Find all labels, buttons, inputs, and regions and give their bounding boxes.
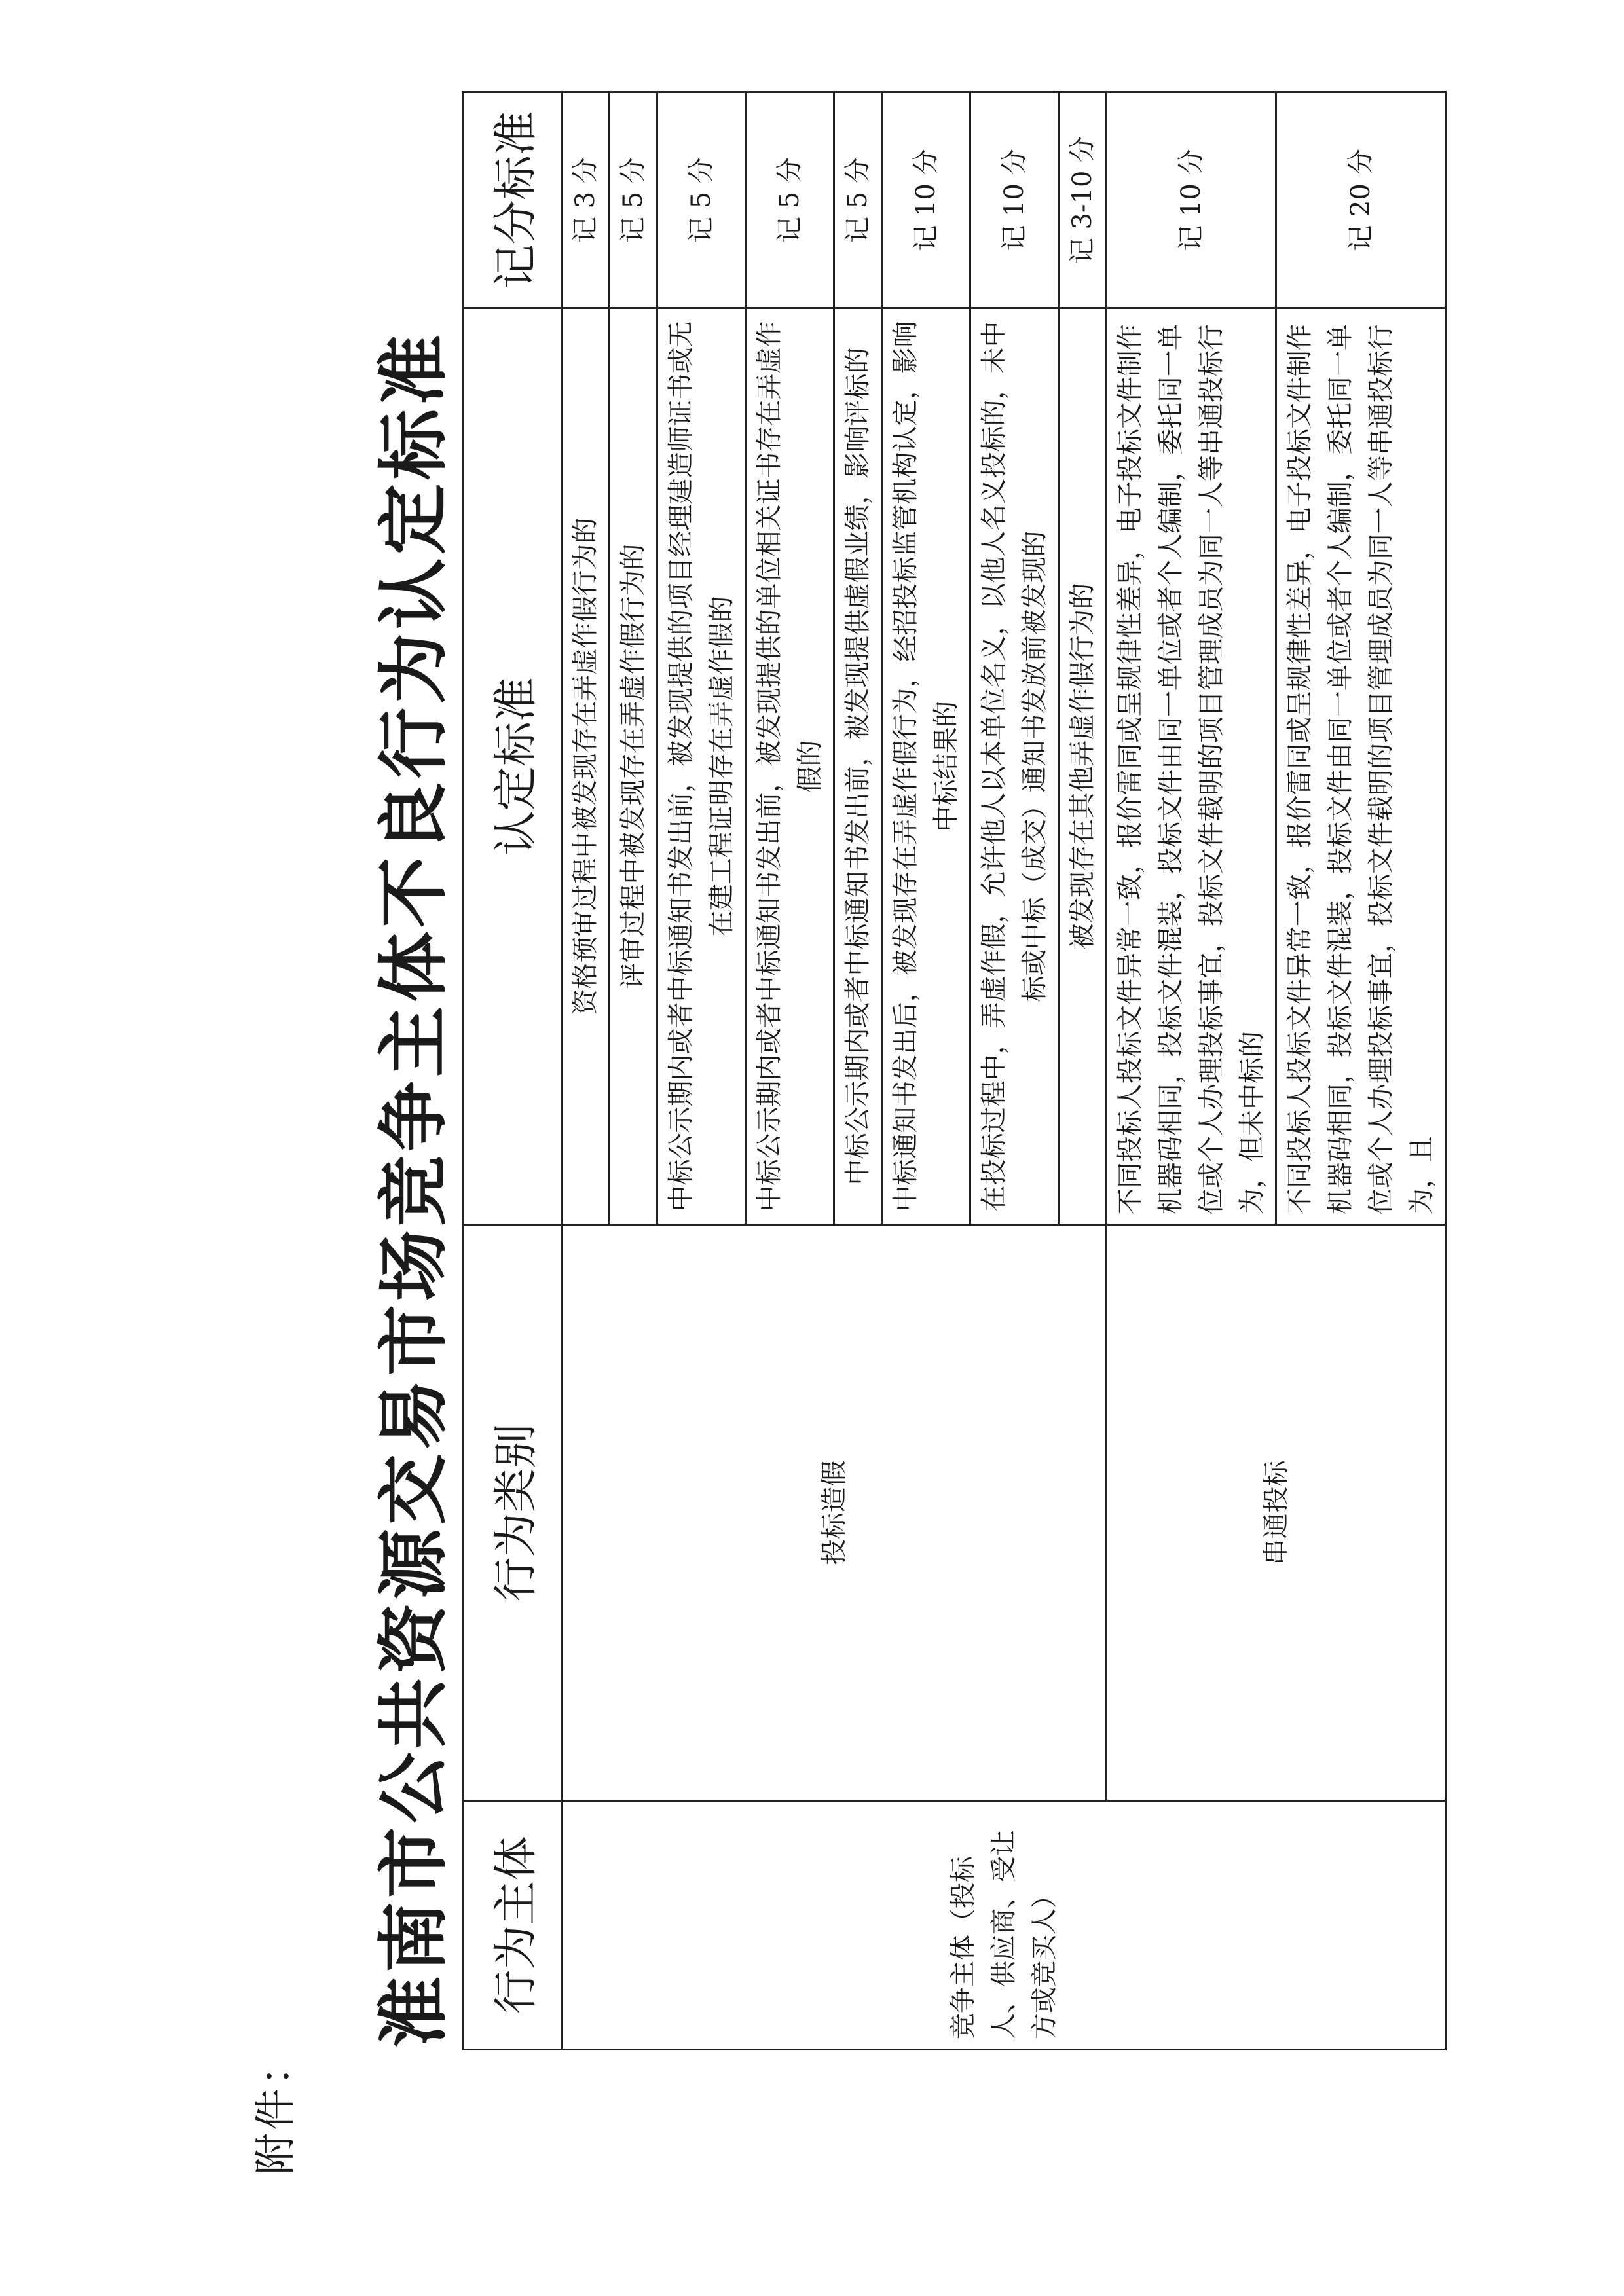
header-score: 记分标准 (463, 92, 562, 308)
score-cell: 记 20 分 (1276, 92, 1446, 308)
criteria-cell: 被发现存在其他弄虚作假行为的 (1059, 308, 1107, 1225)
category-cell-collusion: 串通投标 (1107, 1225, 1446, 1801)
score-cell: 记 10 分 (970, 92, 1059, 308)
table-header-row (463, 92, 562, 2050)
criteria-cell: 中标通知书发出后，被发现存在弄虚作假行为，经招投标监管机构认定，影响中标结果的 (882, 308, 970, 1225)
criteria-cell: 在投标过程中，弄虚作假，允许他人以本单位名义，以他人名义投标的，未中标或中标（成交）通知书发放前被发现的 (970, 308, 1059, 1225)
criteria-cell: 中标公示期内或者中标通知书发出前，被发现提供虚假业绩，影响评标的 (834, 308, 882, 1225)
criteria-table (462, 91, 1447, 2050)
table-row (562, 92, 610, 2050)
attachment-label: 附件： (252, 2041, 301, 2175)
subject-cell: 竞争主体（投标人、供应商、受让方或竞买人） (562, 1801, 1446, 2050)
score-cell: 记 5 分 (610, 92, 657, 308)
criteria-cell: 中标公示期内或者中标通知书发出前，被发现提供的单位相关证书存在弄虚作假的 (746, 308, 834, 1225)
score-cell: 记 10 分 (882, 92, 970, 308)
criteria-cell: 不同投标人投标文件异常一致，报价雷同或呈规律性差异，电子投标文件制作机器码相同，投标文件混装，投标文件由同一单位或者个人编制，委托同一单位或个人办理投标事宜，投标文件载明的项目管理成员为同一人等串通投标行为，但未中标的 (1107, 308, 1276, 1225)
score-cell: 记 10 分 (1107, 92, 1276, 308)
criteria-cell: 中标公示期内或者中标通知书发出前，被发现提供的项目经理建造师证书或无在建工程证明存在弄虚作假的 (657, 308, 746, 1225)
score-cell: 记 5 分 (657, 92, 746, 308)
page-title: 淮南市公共资源交易市场竞争主体不良行为认定标准 (373, 330, 455, 2047)
score-cell: 记 5 分 (746, 92, 834, 308)
criteria-cell: 不同投标人投标文件异常一致，报价雷同或呈规律性差异，电子投标文件制作机器码相同，投标文件混装，投标文件由同一单位或者个人编制，委托同一单位或个人办理投标事宜，投标文件载明的项目管理成员为同一人等串通投标行为，且 (1276, 308, 1446, 1225)
category-cell-fraud: 投标造假 (562, 1225, 1107, 1801)
header-criteria: 认定标准 (463, 308, 562, 1225)
criteria-cell: 资格预审过程中被发现存在弄虚作假行为的 (562, 308, 610, 1225)
score-cell: 记 3 分 (562, 92, 610, 308)
header-subject: 行为主体 (463, 1801, 562, 2050)
score-cell: 记 3-10 分 (1059, 92, 1107, 308)
table-row (1107, 92, 1276, 2050)
score-cell: 记 5 分 (834, 92, 882, 308)
criteria-cell: 评审过程中被发现存在弄虚作假行为的 (610, 308, 657, 1225)
header-category: 行为类别 (463, 1225, 562, 1801)
